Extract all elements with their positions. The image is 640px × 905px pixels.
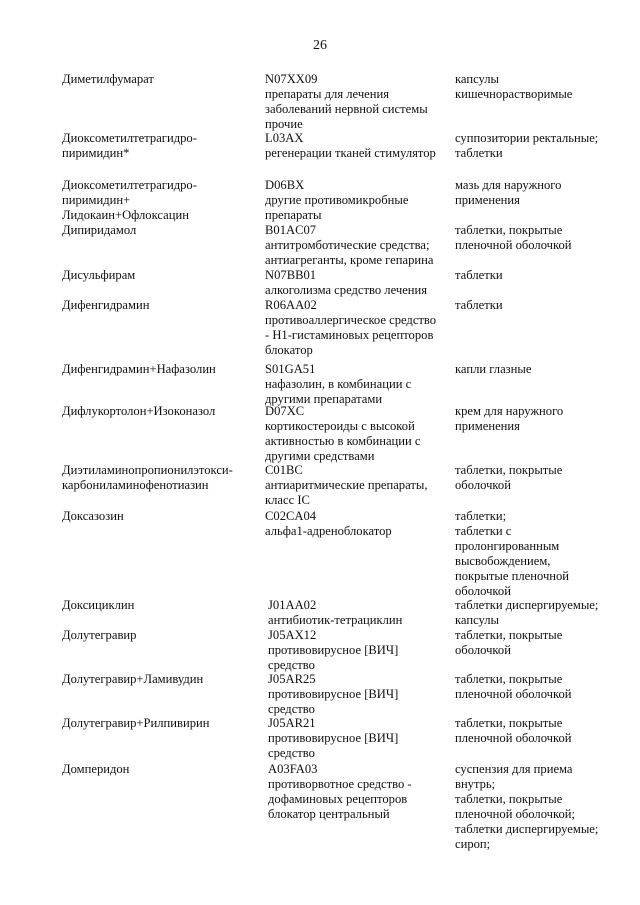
drug-code: A03FA03 [268, 762, 318, 776]
drug-form: таблетки, покрытые пленочной оболочкой [455, 223, 572, 252]
drug-code: J05AX12 [268, 628, 317, 642]
drug-group: алкоголизма средство лечения [265, 283, 428, 297]
drug-group: альфа1-адреноблокатор [265, 524, 392, 538]
drug-code: L03AX [265, 131, 304, 145]
drug-group: противовирусное [ВИЧ] средство [268, 643, 399, 672]
drug-group: противорвотное средство - дофаминовых рецепторов блокатор центральный [268, 777, 412, 821]
drug-code: N07XX09 [265, 72, 318, 86]
drug-form: таблетки, покрытые оболочкой [455, 463, 563, 492]
drug-name: Долутегравир [62, 628, 137, 642]
drug-code: B01AC07 [265, 223, 317, 237]
drug-name: Дифенгидрамин+Нафазолин [62, 362, 216, 376]
drug-group: противовирусное [ВИЧ] средство [268, 731, 399, 760]
drug-form: мазь для наружного применения [455, 178, 562, 207]
drug-group: антибиотик-тетрациклин [268, 613, 403, 627]
drug-name: Дифлукортолон+Изоконазол [62, 404, 216, 418]
drug-group: нафазолин, в комбинации с другими препаратами [265, 377, 412, 406]
drug-name: Диоксометилтетрагидро- пиримидин+ Лидокаин+Офлоксацин [62, 178, 197, 222]
drug-form: таблетки, покрытые оболочкой [455, 628, 563, 657]
drug-form: крем для наружного применения [455, 404, 564, 433]
drug-name: Домперидон [62, 762, 130, 776]
drug-code: D06BX [265, 178, 305, 192]
drug-name: Долутегравир+Ламивудин [62, 672, 204, 686]
drug-name: Доксициклин [62, 598, 135, 612]
drug-code: C01BC [265, 463, 303, 477]
drug-form: суппозитории ректальные; таблетки [455, 131, 599, 160]
drug-group: кортикостероиды с высокой активностью в комбинации с другими средствами [265, 419, 421, 463]
drug-name: Долутегравир+Рилпивирин [62, 716, 210, 730]
drug-code: C02CA04 [265, 509, 317, 523]
drug-name: Доксазозин [62, 509, 124, 523]
drug-group: противовирусное [ВИЧ] средство [268, 687, 399, 716]
drug-form: капсулы кишечнорастворимые [455, 72, 573, 101]
drug-group: другие противомикробные препараты [265, 193, 409, 222]
drug-form: таблетки [455, 298, 503, 312]
drug-code: N07BB01 [265, 268, 317, 282]
drug-code: S01GA51 [265, 362, 316, 376]
drug-group: антиаритмические препараты, класс IC [265, 478, 428, 507]
drug-form: суспензия для приема внутрь; таблетки, покрытые пленочной оболочкой; таблетки диспергируемые; сироп; [455, 762, 599, 851]
drug-name: Дисульфирам [62, 268, 136, 282]
drug-group: антитромботические средства; антиагреганты, кроме гепарина [265, 238, 434, 267]
drug-group: противоаллергическое средство - H1-гистаминовых рецепторов блокатор [265, 313, 437, 357]
drug-form: таблетки [455, 268, 503, 282]
drug-form: таблетки; таблетки с пролонгированным высвобождением, покрытые пленочной оболочкой [455, 509, 570, 598]
drug-form: таблетки, покрытые пленочной оболочкой [455, 672, 572, 701]
drug-form: капли глазные [455, 362, 532, 376]
drug-name: Диэтиламинопропионилэтокси- карбониламинофенотиазин [62, 463, 233, 492]
drug-name: Диметилфумарат [62, 72, 154, 86]
drug-form: таблетки, покрытые пленочной оболочкой [455, 716, 572, 745]
page-number: 26 [313, 38, 327, 53]
drug-group: регенерации тканей стимулятор [265, 146, 436, 160]
drug-form: таблетки диспергируемые; капсулы [455, 598, 599, 627]
drug-code: J05AR25 [268, 672, 316, 686]
drug-name: Дифенгидрамин [62, 298, 150, 312]
drug-code: R06AA02 [265, 298, 317, 312]
drug-group: препараты для лечения заболеваний нервной системы прочие [265, 87, 428, 131]
drug-code: J05AR21 [268, 716, 316, 730]
drug-name: Дипиридамол [62, 223, 137, 237]
drug-name: Диоксометилтетрагидро- пиримидин* [62, 131, 197, 160]
drug-code: J01AA02 [268, 598, 317, 612]
drug-code: D07XC [265, 404, 305, 418]
